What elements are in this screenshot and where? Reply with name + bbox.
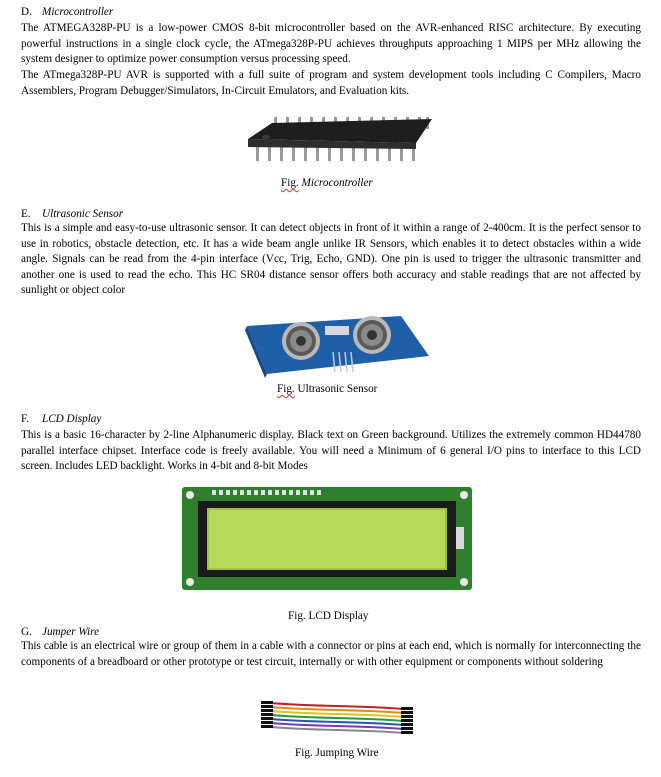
section-heading-lcd: [21, 412, 101, 428]
section-letter: D.: [21, 6, 32, 18]
figure-caption-ultrasonic: [277, 382, 377, 398]
section-title: Ultrasonic Sensor: [42, 208, 124, 220]
section-title: Microcontroller: [42, 6, 114, 18]
section-letter: E.: [21, 208, 31, 220]
paragraph-jumper-wire: This cable is an electrical wire or group of them in a cable with a connector or pins at each end, which is normally for interconnecting the components of a breadboard or other prototype or test circuit, internally or with other equipment or components without soldering: [21, 640, 641, 668]
microcontroller-image: [244, 113, 434, 175]
paragraph-microcontroller-2: The ATmega328P-PU AVR is supported with a full suite of program and system development tools including C Compilers, Macro Assemblers, Program Debugger/Simulators, In-Circuit Emulators, and Evaluation kits.: [21, 69, 641, 97]
paragraph-ultrasonic: This is a simple and easy-to-use ultrasonic sensor. It can detect objects in front of it within a range of 2-400cm. It is the perfect sensor to use in robotics, obstacle detection, etc. It has a wide beam angle unlike IR Sensors, which enables it to detect obstacles within a wide angle. Signals can be read from the 4-pin interface (Vcc, Trig, Echo, GND). One pin is used to trigger the ultrasonic transmitter and another one is used to read the echo. This HC SR04 distance sensor offers both accuracy and stable readings that are not affected by sunlight or object color: [21, 222, 641, 297]
paragraph-lcd: This is a basic 16-character by 2-line Alphanumeric display. Black text on Green background. Utilizes the extremely common HD44780 parallel interface chipset. Interface code is freely available. You will need a Minimum of 6 general I/O pins to interface to this LCD screen. Includes LED backlight. Works in 4-bit and 8-bit Modes: [21, 429, 641, 473]
figure-caption-lcd: Fig. LCD Display: [288, 610, 369, 622]
paragraph-microcontroller-1: The ATMEGA328P-PU is a low-power CMOS 8-bit microcontroller based on the AVR-enhanced RISC architecture. By executing powerful instructions in a single clock cycle, the ATmega328P-PU achieves throughputs approaching 1 MIPS per MHz allowing the system designer to optimize power consumption versus processing speed.: [21, 22, 641, 66]
section-title: LCD Display: [42, 413, 102, 425]
caption-prefix: Fig.: [281, 177, 299, 189]
section-title: Jumper Wire: [42, 626, 100, 638]
caption-prefix: Fig.: [277, 383, 295, 395]
section-heading-microcontroller: [21, 5, 113, 21]
lcd-display-image: [182, 487, 472, 590]
figure-caption-microcontroller: [281, 176, 373, 192]
section-letter: G.: [21, 626, 32, 638]
ultrasonic-sensor-image: [241, 312, 433, 378]
figure-caption-jumper-wire: Fig. Jumping Wire: [295, 747, 379, 759]
jumper-wire-image: [257, 697, 417, 737]
caption-text: Microcontroller: [301, 177, 373, 189]
section-letter: F.: [21, 413, 30, 425]
caption-text: Ultrasonic Sensor: [297, 383, 378, 395]
